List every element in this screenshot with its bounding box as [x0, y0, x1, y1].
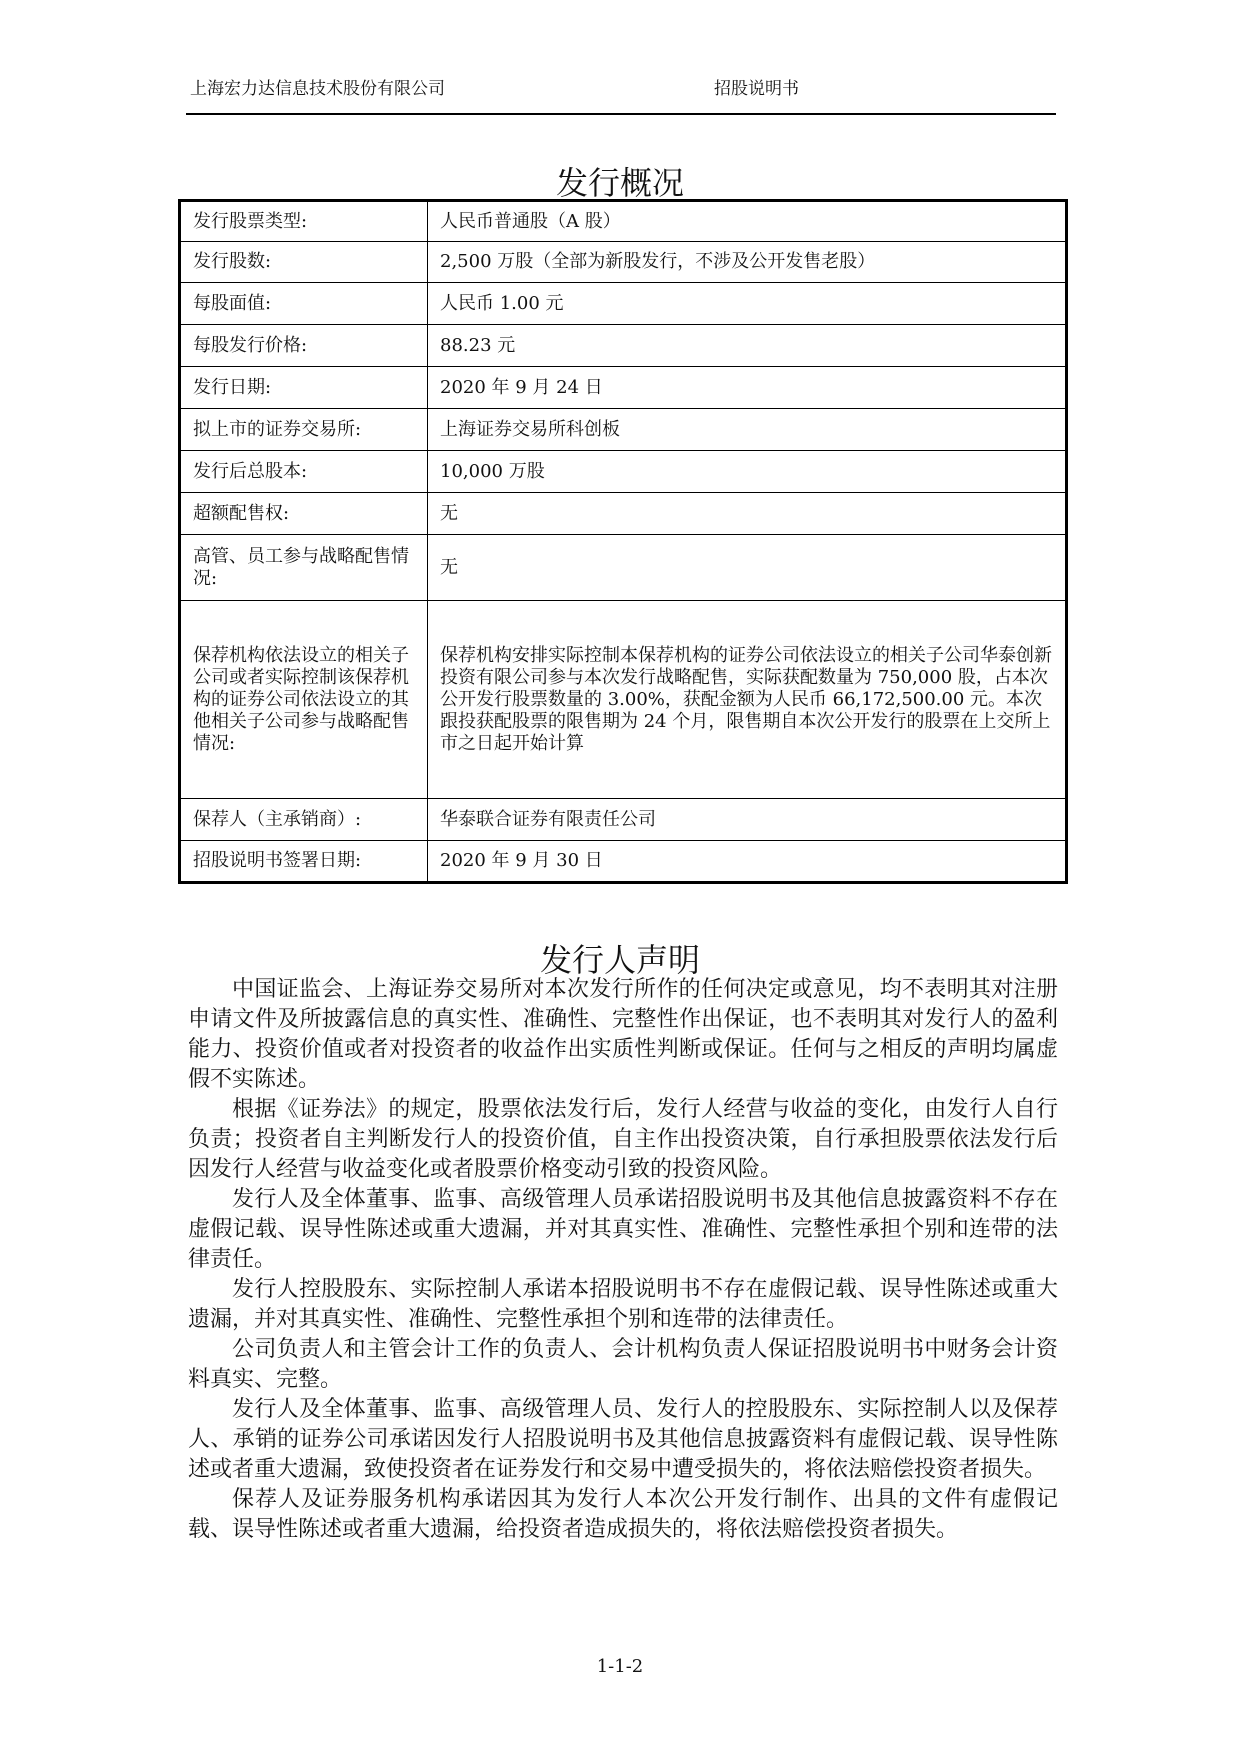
header-document-type: 招股说明书	[714, 79, 799, 99]
table-row	[180, 242, 1067, 283]
row-key: 发行股票类型:	[180, 201, 428, 242]
table-row	[180, 601, 1067, 799]
row-key: 招股说明书签署日期:	[180, 841, 428, 883]
row-key: 拟上市的证券交易所:	[180, 409, 428, 451]
declaration-paragraph: 发行人及全体董事、监事、高级管理人员承诺招股说明书及其他信息披露资料不存在虚假记载、误导性陈述或重大遗漏，并对其真实性、准确性、完整性承担个别和连带的法律责任。	[188, 1187, 1058, 1272]
row-value: 无	[428, 493, 1067, 535]
row-key: 发行日期:	[180, 367, 428, 409]
declaration-paragraph: 发行人控股股东、实际控制人承诺本招股说明书不存在虚假记载、误导性陈述或重大遗漏，并对其真实性、准确性、完整性承担个别和连带的法律责任。	[188, 1277, 1058, 1332]
declaration-title: 发行人声明	[539, 941, 700, 979]
table-row	[180, 799, 1067, 841]
row-value: 无	[428, 535, 1067, 601]
table-row	[180, 409, 1067, 451]
row-value: 保荐机构安排实际控制本保荐机构的证券公司依法设立的相关子公司华泰创新投资有限公司参与本次发行战略配售，实际获配数量为 750,000 股，占本次公开发行股票数量的 3.00%，获配金额为人民币 66,172,500.00 元。本次跟投获配股票的限售期为 24 个月，限售期自本次公开发行的股票在上交所上市之日起开始计算	[428, 601, 1067, 799]
row-key: 保荐机构依法设立的相关子公司或者实际控制该保荐机构的证券公司依法设立的其他相关子公司参与战略配售情况:	[180, 601, 428, 799]
header-company-name: 上海宏力达信息技术股份有限公司	[190, 79, 445, 99]
row-value: 2020 年 9 月 24 日	[428, 367, 1067, 409]
table-row	[180, 283, 1067, 325]
row-value: 人民币普通股（A 股）	[428, 201, 1067, 242]
row-key: 高管、员工参与战略配售情况:	[180, 535, 428, 601]
row-key: 保荐人（主承销商）:	[180, 799, 428, 841]
declaration-paragraph: 保荐人及证券服务机构承诺因其为发行人本次公开发行制作、出具的文件有虚假记载、误导性陈述或者重大遗漏，给投资者造成损失的，将依法赔偿投资者损失。	[188, 1487, 1058, 1542]
table-row	[180, 841, 1067, 883]
row-key: 超额配售权:	[180, 493, 428, 535]
page-number: 1-1-2	[596, 1656, 644, 1677]
declaration-paragraph: 发行人及全体董事、监事、高级管理人员、发行人的控股股东、实际控制人以及保荐人、承销的证券公司承诺因发行人招股说明书及其他信息披露资料有虚假记载、误导性陈述或者重大遗漏，致使投资者在证券发行和交易中遭受损失的，将依法赔偿投资者损失。	[188, 1397, 1058, 1482]
table-row	[180, 451, 1067, 493]
declaration-paragraph: 公司负责人和主管会计工作的负责人、会计机构负责人保证招股说明书中财务会计资料真实、完整。	[188, 1337, 1058, 1392]
table-row	[180, 201, 1067, 242]
overview-table	[178, 199, 1068, 884]
table-row	[180, 535, 1067, 601]
declaration-body	[188, 975, 1058, 1545]
row-value: 2020 年 9 月 30 日	[428, 841, 1067, 883]
row-key: 发行后总股本:	[180, 451, 428, 493]
header-divider	[186, 113, 1056, 115]
row-value: 人民币 1.00 元	[428, 283, 1067, 325]
row-key: 每股面值:	[180, 283, 428, 325]
row-key: 每股发行价格:	[180, 325, 428, 367]
row-key: 发行股数:	[180, 242, 428, 283]
table-row	[180, 367, 1067, 409]
row-value: 华泰联合证券有限责任公司	[428, 799, 1067, 841]
overview-title: 发行概况	[555, 164, 684, 202]
row-value: 2,500 万股（全部为新股发行，不涉及公开发售老股）	[428, 242, 1067, 283]
table-row	[180, 493, 1067, 535]
row-value: 88.23 元	[428, 325, 1067, 367]
declaration-paragraph: 中国证监会、上海证券交易所对本次发行所作的任何决定或意见，均不表明其对注册申请文件及所披露信息的真实性、准确性、完整性作出保证，也不表明其对发行人的盈利能力、投资价值或者对投资者的收益作出实质性判断或保证。任何与之相反的声明均属虚假不实陈述。	[188, 977, 1058, 1092]
declaration-paragraph: 根据《证券法》的规定，股票依法发行后，发行人经营与收益的变化，由发行人自行负责；投资者自主判断发行人的投资价值，自主作出投资决策，自行承担股票依法发行后因发行人经营与收益变化或者股票价格变动引致的投资风险。	[188, 1097, 1058, 1182]
row-value: 上海证券交易所科创板	[428, 409, 1067, 451]
table-row	[180, 325, 1067, 367]
row-value: 10,000 万股	[428, 451, 1067, 493]
